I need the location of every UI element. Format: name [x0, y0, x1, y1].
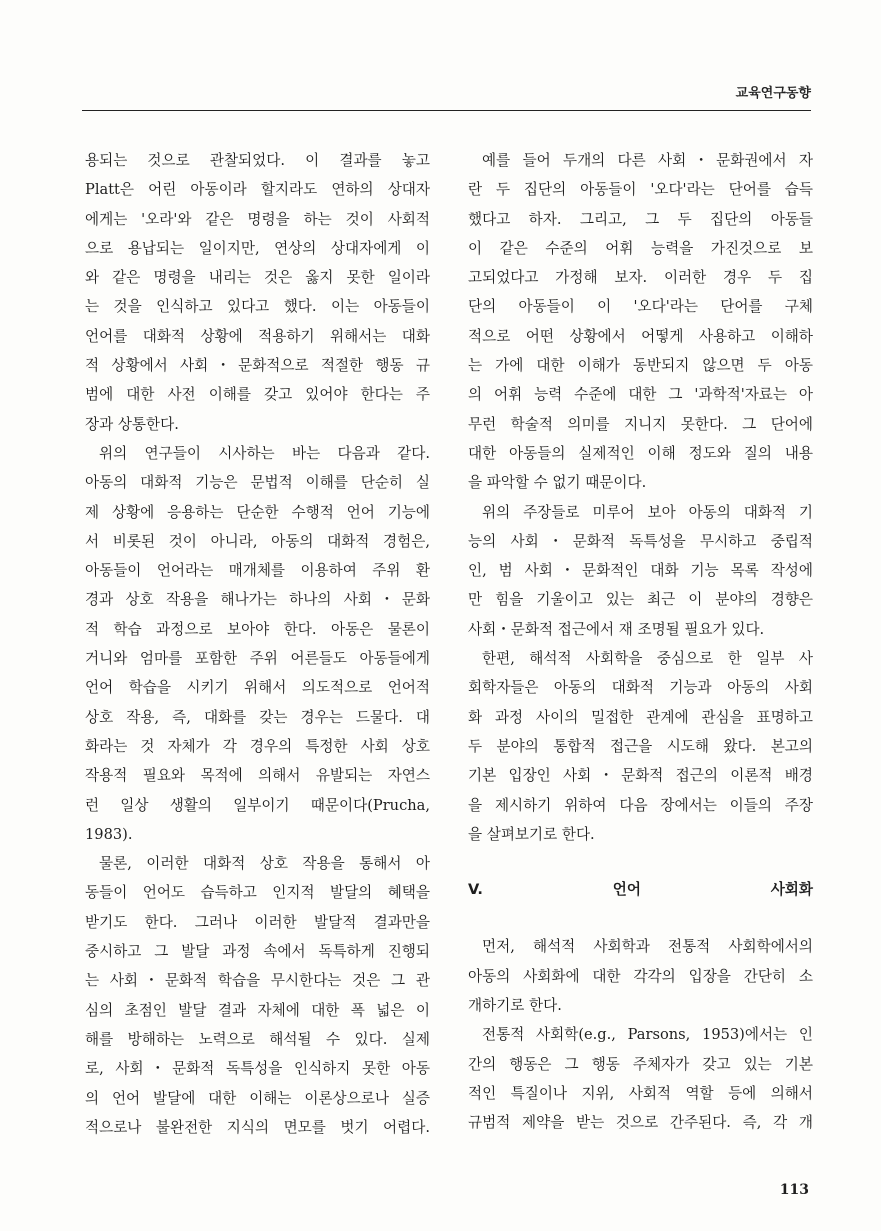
header-rule	[82, 110, 811, 111]
section-heading: V. 언어 사회화	[468, 881, 813, 899]
text-line: 는 가에 대한 이해가 동반되지 않으면 두 아동	[468, 357, 813, 375]
left-column	[85, 146, 430, 1142]
text-line: 간의 행동은 그 행동 주체자가 갖고 있는 기본	[468, 1055, 813, 1073]
section-spacer	[468, 904, 813, 932]
text-line: 1983).	[85, 825, 133, 843]
text-line: 에게는 '오라'와 같은 명령을 하는 것이 사회적	[85, 210, 430, 228]
text-line: 화 과정 사이의 밀접한 관계에 관심을 표명하고	[468, 708, 813, 726]
text-line: 해를 방해하는 노력으로 해석될 수 있다. 실제	[85, 1030, 430, 1048]
text-line: 단의 아동들이 이 '오다'라는 단어를 구체	[468, 298, 813, 316]
text-line: 을 살펴보기로 한다.	[468, 825, 595, 843]
text-line: 적으로 어떤 상황에서 어떻게 사용하고 이해하	[468, 327, 813, 345]
text-line: 적으로나 불완전한 지식의 면모를 벗기 어렵다.	[85, 1118, 430, 1136]
text-line: 작용적 필요와 목적에 의해서 유발되는 자연스	[85, 767, 430, 785]
page-number: 113	[779, 1182, 809, 1198]
text-line: 의 언어 발달에 대한 이해는 이론상으로나 실증	[85, 1089, 430, 1107]
text-line: 화라는 것 자체가 각 경우의 특정한 사회 상호	[85, 737, 430, 755]
text-line: 란 두 집단의 아동들이 '오다'라는 단어를 습득	[468, 181, 813, 199]
text-line: 기본 입장인 사회・문화적 접근의 이론적 배경	[468, 767, 813, 785]
text-line: 개하기로 한다.	[468, 997, 562, 1015]
text-line: 능의 사회・문화적 독특성을 무시하고 중립적	[468, 532, 813, 550]
text-line: 물론, 이러한 대화적 상호 작용을 통해서 아	[99, 855, 430, 873]
text-line: 언어 학습을 시키기 위해서 의도적으로 언어적	[85, 679, 430, 697]
text-line: 아동의 대화적 기능은 문법적 이해를 단순히 실	[85, 474, 430, 492]
text-line: 범에 대한 사전 이해를 갖고 있어야 한다는 주	[85, 386, 430, 404]
text-line: 상호 작용, 즉, 대화를 갖는 경우는 드물다. 대	[85, 708, 430, 726]
text-line: 아동의 사회화에 대한 각각의 입장을 간단히 소	[468, 967, 813, 985]
text-line: 서 비롯된 것이 아니라, 아동의 대화적 경험은,	[85, 532, 430, 550]
text-line: 와 같은 명령을 내리는 것은 옳지 못한 일이라	[85, 269, 430, 287]
text-line: 거니와 엄마를 포함한 주위 어른들도 아동들에게	[85, 650, 430, 668]
text-line: 두 분야의 통합적 접근을 시도해 왔다. 본고의	[468, 737, 813, 755]
text-line: 먼저, 해석적 사회학과 전통적 사회학에서의	[482, 938, 813, 956]
text-line: 을 파악할 수 없기 때문이다.	[468, 474, 647, 492]
text-line: 전통적 사회학(e.g., Parsons, 1953)에서는 인	[482, 1026, 813, 1044]
text-line: 으로 용납되는 일이지만, 연상의 상대자에게 이	[85, 239, 430, 257]
text-line: Platt은 어린 아동이라 할지라도 연하의 상대자	[85, 181, 430, 199]
section-spacer	[468, 849, 813, 875]
text-line: 만 힘을 기울이고 있는 최근 이 분야의 경향은	[468, 591, 813, 609]
text-line: 인, 범 사회・문화적인 대화 기능 목록 작성에	[468, 562, 813, 580]
text-line: 심의 초점인 발달 결과 자체에 대한 폭 넓은 이	[85, 1001, 430, 1019]
text-line: 이 같은 수준의 어휘 능력을 가진것으로 보	[468, 239, 813, 257]
text-line: 예를 들어 두개의 다른 사회・문화권에서 자	[482, 152, 813, 169]
text-line: 회학자들은 아동의 대화적 기능과 아동의 사회	[468, 679, 813, 697]
text-line: 적인 특질이나 지위, 사회적 역할 등에 의해서	[468, 1084, 813, 1102]
text-line: 위의 주장들로 미루어 보아 아동의 대화적 기	[482, 503, 813, 521]
text-line: 동들이 언어도 습득하고 인지적 발달의 혜택을	[85, 884, 430, 902]
text-line: 받기도 한다. 그러나 이러한 발달적 결과만을	[85, 913, 430, 931]
text-line: 제 상황에 응용하는 단순한 수행적 언어 기능에	[85, 503, 430, 521]
running-header: 교육연구동향	[735, 86, 811, 101]
text-line: 아동들이 언어라는 매개체를 이용하여 주위 환	[85, 562, 430, 580]
text-line: 한편, 해석적 사회학을 중심으로 한 일부 사	[482, 650, 813, 668]
text-line: 사회・문화적 접근에서 재 조명될 필요가 있다.	[468, 620, 765, 638]
text-line: 규범적 제약을 받는 것으로 간주된다. 즉, 각 개	[468, 1114, 813, 1132]
text-line: 는 것을 인식하고 있다고 했다. 이는 아동들이	[85, 298, 430, 316]
text-line: 의 어휘 능력 수준에 대한 그 '과학적'자료는 아	[468, 386, 813, 404]
text-line: 위의 연구들이 시사하는 바는 다음과 같다.	[99, 444, 430, 462]
text-line: 로, 사회・문화적 독특성을 인식하지 못한 아동	[85, 1060, 430, 1078]
text-line: 무런 학술적 의미를 지니지 못한다. 그 단어에	[468, 415, 813, 433]
text-line: 용되는 것으로 관찰되었다. 이 결과를 놓고	[85, 152, 430, 169]
text-line: 적 학습 과정으로 보아야 한다. 아동은 물론이	[85, 620, 430, 638]
text-line: 을 제시하기 위하여 다음 장에서는 이들의 주장	[468, 796, 813, 814]
right-column	[468, 146, 813, 1138]
text-line: 경과 상호 작용을 해나가는 하나의 사회・문화	[85, 591, 430, 609]
text-line: 대한 아동들의 실제적인 이해 정도와 질의 내용	[468, 444, 813, 462]
text-line: 런 일상 생활의 일부이기 때문이다(Prucha,	[85, 796, 430, 814]
text-line: 는 사회・문화적 학습을 무시한다는 것은 그 관	[85, 972, 430, 990]
text-line: 고되었다고 가정해 보자. 이러한 경우 두 집	[468, 269, 813, 287]
text-line: 중시하고 그 발달 과정 속에서 독특하게 진행되	[85, 943, 430, 961]
text-line: 적 상황에서 사회・문화적으로 적절한 행동 규	[85, 357, 430, 375]
text-line: 장과 상통한다.	[85, 415, 179, 433]
text-line: 언어를 대화적 상황에 적용하기 위해서는 대화	[85, 327, 430, 345]
text-line: 했다고 하자. 그리고, 그 두 집단의 아동들	[468, 210, 813, 228]
